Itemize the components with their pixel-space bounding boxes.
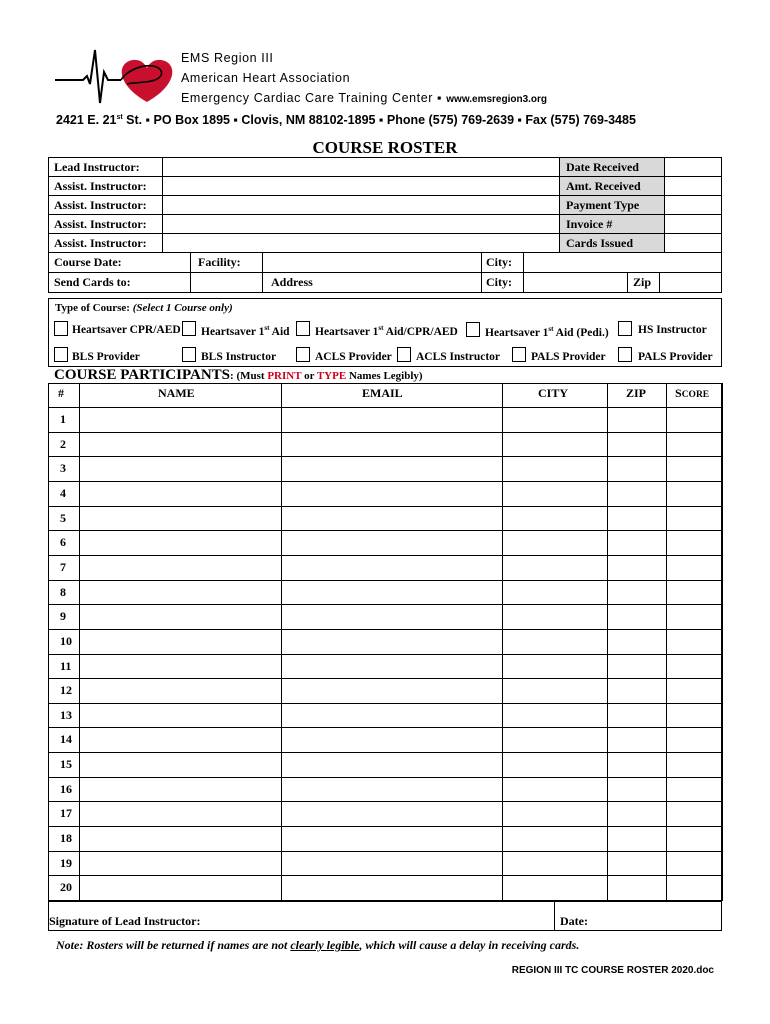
score-field[interactable] <box>666 604 723 630</box>
acls-provider-checkbox[interactable] <box>296 347 310 362</box>
send-city-field[interactable] <box>523 272 628 293</box>
header-line1: EMS Region III <box>181 51 274 65</box>
city-field[interactable] <box>502 654 608 679</box>
row-number: 20 <box>60 880 72 894</box>
col-header-cell-num <box>48 383 80 408</box>
email-field[interactable] <box>281 727 503 753</box>
score-field[interactable] <box>666 530 723 556</box>
bls-provider-checkbox[interactable] <box>54 347 68 362</box>
lead-instructor-label-cell: Lead Instructor: <box>48 157 163 177</box>
name-field[interactable] <box>79 580 282 605</box>
facility-field[interactable] <box>262 252 482 273</box>
row-number: 6 <box>60 535 66 549</box>
address-label: Address <box>271 275 313 289</box>
score-field[interactable] <box>666 654 723 679</box>
row-number-cell <box>48 432 80 457</box>
city-field[interactable] <box>502 506 608 531</box>
score-field[interactable] <box>666 826 723 852</box>
row-number-cell <box>48 407 80 433</box>
pals-provider-checkbox-2[interactable] <box>618 347 632 362</box>
score-field[interactable] <box>666 456 723 482</box>
course-date-field[interactable] <box>48 252 191 273</box>
name-field[interactable] <box>79 481 282 507</box>
row-number-cell <box>48 481 80 507</box>
email-field[interactable] <box>281 456 503 482</box>
cards-issued-label-cell: Cards Issued <box>559 233 665 253</box>
acls-provider-label: ACLS Provider <box>315 351 392 363</box>
col-header-cell-zip <box>607 383 667 408</box>
row-number: 5 <box>60 511 66 525</box>
zip-field[interactable] <box>607 506 667 531</box>
col-header-cell-city <box>502 383 608 408</box>
city-field[interactable] <box>502 432 608 457</box>
row-number: 9 <box>60 609 66 623</box>
name-field[interactable] <box>79 456 282 482</box>
course-city-field[interactable] <box>523 252 722 273</box>
email-field[interactable] <box>281 752 503 778</box>
assist-instructor-field-3[interactable] <box>162 214 560 234</box>
city-field[interactable] <box>502 481 608 507</box>
row-number: 1 <box>60 412 66 426</box>
row-number: 19 <box>60 856 72 870</box>
score-field[interactable] <box>666 727 723 753</box>
row-number: 10 <box>60 634 72 648</box>
col-header-cell-email <box>281 383 503 408</box>
score-field[interactable] <box>666 629 723 655</box>
heartsaver-first-aid-checkbox[interactable] <box>182 321 196 336</box>
header-line3: Emergency Cardiac Care Training Center ▪ www.emsregion3.org <box>181 91 548 105</box>
col-header-email: EMAIL <box>362 386 403 400</box>
row-number-cell <box>48 752 80 778</box>
assist-instructor-field-4[interactable] <box>162 233 560 253</box>
date-received-label-cell: Date Received <box>559 157 665 177</box>
zip-field[interactable] <box>607 629 667 655</box>
zip-field[interactable] <box>607 456 667 482</box>
invoice-label-cell: Invoice # <box>559 214 665 234</box>
row-number-cell <box>48 678 80 704</box>
city-field[interactable] <box>502 629 608 655</box>
row-number: 8 <box>60 585 66 599</box>
heartsaver-first-aid-label: Heartsaver 1st Aid <box>201 324 290 338</box>
heartsaver-first-aid-pedi-checkbox[interactable] <box>466 322 480 337</box>
email-field[interactable] <box>281 555 503 581</box>
name-field[interactable] <box>79 777 282 802</box>
city-label-cell: City: <box>481 252 524 273</box>
row-number: 11 <box>60 659 72 673</box>
city-field[interactable] <box>502 777 608 802</box>
score-field[interactable] <box>666 703 723 728</box>
name-field[interactable] <box>79 407 282 433</box>
city-field[interactable] <box>502 530 608 556</box>
score-field[interactable] <box>666 407 723 433</box>
signature-date-field[interactable] <box>554 901 722 931</box>
zip-field[interactable] <box>659 272 722 293</box>
zip-field[interactable] <box>607 678 667 704</box>
city-field[interactable] <box>502 875 608 901</box>
row-number: 15 <box>60 757 72 771</box>
row-number-cell <box>48 456 80 482</box>
name-field[interactable] <box>79 629 282 655</box>
row-number-cell <box>48 555 80 581</box>
name-field[interactable] <box>79 654 282 679</box>
city-field[interactable] <box>502 801 608 827</box>
zip-field[interactable] <box>607 875 667 901</box>
city-field[interactable] <box>502 456 608 482</box>
name-field[interactable] <box>79 851 282 876</box>
score-field[interactable] <box>666 481 723 507</box>
email-field[interactable] <box>281 604 503 630</box>
email-field[interactable] <box>281 580 503 605</box>
row-number-cell <box>48 654 80 679</box>
lead-instructor-field[interactable] <box>162 157 560 177</box>
email-field[interactable] <box>281 407 503 433</box>
email-field[interactable] <box>281 678 503 704</box>
assist-instructor-label-cell: Assist. Instructor: <box>48 214 163 234</box>
email-field[interactable] <box>281 703 503 728</box>
col-header-city: CITY <box>538 386 569 400</box>
bls-provider-label: BLS Provider <box>72 351 140 363</box>
assist-instructor-field-2[interactable] <box>162 195 560 215</box>
zip-field[interactable] <box>607 580 667 605</box>
email-field[interactable] <box>281 875 503 901</box>
row-number-cell <box>48 801 80 827</box>
row-number-cell <box>48 580 80 605</box>
row-number: 16 <box>60 782 72 796</box>
col-header-num: # <box>58 386 64 400</box>
city-field[interactable] <box>502 604 608 630</box>
score-field[interactable] <box>666 875 723 901</box>
score-field[interactable] <box>666 801 723 827</box>
email-field[interactable] <box>281 629 503 655</box>
payment-type-label-cell: Payment Type <box>559 195 665 215</box>
name-field[interactable] <box>79 506 282 531</box>
row-number: 2 <box>60 437 66 451</box>
email-field[interactable] <box>281 530 503 556</box>
zip-field[interactable] <box>607 851 667 876</box>
score-field[interactable] <box>666 678 723 704</box>
website-link[interactable]: www.emsregion3.org <box>446 94 548 105</box>
heart-ecg-icon <box>55 48 175 106</box>
acls-instructor-label: ACLS Instructor <box>416 351 501 363</box>
cards-issued-field[interactable] <box>664 233 722 253</box>
address-line: 2421 E. 21st St. ▪ PO Box 1895 ▪ Clovis, NM 88102-1895 ▪ Phone (575) 769-2639 ▪ Fax (575) 769-3485 <box>56 113 636 127</box>
zip-field[interactable] <box>607 777 667 802</box>
signature-label: Signature of Lead Instructor: <box>49 914 201 928</box>
header-text <box>181 48 547 110</box>
city-field[interactable] <box>502 752 608 778</box>
name-field[interactable] <box>79 432 282 457</box>
zip-field[interactable] <box>607 801 667 827</box>
signature-field[interactable] <box>48 901 555 931</box>
pals-provider-label-2: PALS Provider <box>638 351 713 363</box>
email-field[interactable] <box>281 506 503 531</box>
course-type-label: Type of Course: (Select 1 Course only) <box>55 302 233 314</box>
row-number-cell <box>48 629 80 655</box>
row-number-cell <box>48 604 80 630</box>
row-number: 12 <box>60 683 72 697</box>
row-number-cell <box>48 777 80 802</box>
email-field[interactable] <box>281 851 503 876</box>
city-field[interactable] <box>502 727 608 753</box>
col-header-zip: ZIP <box>626 386 647 400</box>
city-label-cell: City: <box>481 272 524 293</box>
name-field[interactable] <box>79 703 282 728</box>
row-number: 4 <box>60 486 66 500</box>
row-number-cell <box>48 530 80 556</box>
score-field[interactable] <box>666 555 723 581</box>
heartsaver-first-aid-cpr-aed-checkbox[interactable] <box>296 321 310 336</box>
email-field[interactable] <box>281 654 503 679</box>
pals-provider-label-1: PALS Provider <box>531 351 606 363</box>
name-field[interactable] <box>79 801 282 827</box>
email-field[interactable] <box>281 432 503 457</box>
send-cards-label-cell: Send Cards to: <box>48 272 191 293</box>
zip-field[interactable] <box>607 752 667 778</box>
header-line2: American Heart Association <box>181 71 351 85</box>
score-field[interactable] <box>666 851 723 876</box>
row-number-cell <box>48 851 80 876</box>
name-field[interactable] <box>79 604 282 630</box>
row-number-cell <box>48 506 80 531</box>
email-field[interactable] <box>281 777 503 802</box>
zip-field[interactable] <box>607 727 667 753</box>
assist-instructor-label-cell: Assist. Instructor: <box>48 233 163 253</box>
zip-field[interactable] <box>607 481 667 507</box>
assist-instructor-label-cell: Assist. Instructor: <box>48 195 163 215</box>
zip-field[interactable] <box>607 826 667 852</box>
invoice-field[interactable] <box>664 214 722 234</box>
zip-field[interactable] <box>607 654 667 679</box>
hs-instructor-checkbox[interactable] <box>618 321 632 336</box>
zip-field[interactable] <box>607 604 667 630</box>
score-field[interactable] <box>666 777 723 802</box>
row-number: 3 <box>60 461 66 475</box>
heartsaver-cpr-aed-checkbox[interactable] <box>54 321 68 336</box>
col-header-score: SCORE <box>675 386 710 400</box>
col-header-name: NAME <box>158 386 195 400</box>
assist-instructor-label-cell: Assist. Instructor: <box>48 176 163 196</box>
zip-field[interactable] <box>607 432 667 457</box>
zip-field[interactable] <box>607 555 667 581</box>
course-date-label: Course Date: <box>54 255 122 269</box>
row-number: 13 <box>60 708 72 722</box>
col-header-cell-name <box>79 383 282 408</box>
email-field[interactable] <box>281 826 503 852</box>
zip-label-cell: Zip <box>627 272 660 293</box>
city-field[interactable] <box>502 555 608 581</box>
amt-received-field[interactable] <box>664 176 722 196</box>
city-field[interactable] <box>502 407 608 433</box>
signature-date-label: Date: <box>560 914 588 928</box>
heartsaver-first-aid-pedi-label: Heartsaver 1st Aid (Pedi.) <box>485 325 609 339</box>
page-title: COURSE ROSTER <box>312 138 458 157</box>
pals-provider-checkbox-1[interactable] <box>512 347 526 362</box>
score-field[interactable] <box>666 506 723 531</box>
name-field[interactable] <box>79 752 282 778</box>
row-number-cell <box>48 727 80 753</box>
name-field[interactable] <box>79 875 282 901</box>
name-field[interactable] <box>79 826 282 852</box>
name-field[interactable] <box>79 678 282 704</box>
row-number: 7 <box>60 560 66 574</box>
heartsaver-cpr-aed-label: Heartsaver CPR/AED <box>72 324 181 336</box>
send-cards-field[interactable] <box>190 272 263 293</box>
participants-heading: COURSE PARTICIPANTS: (Must PRINT or TYPE Names Legibly) <box>54 367 423 383</box>
city-field[interactable] <box>502 678 608 704</box>
hs-instructor-label: HS Instructor <box>638 324 707 336</box>
email-field[interactable] <box>281 481 503 507</box>
legibility-note: Note: Rosters will be returned if names are not clearly legible, which will cause a delay in receiving cards. <box>56 938 580 952</box>
score-field[interactable] <box>666 752 723 778</box>
city-field[interactable] <box>502 580 608 605</box>
row-number-cell <box>48 875 80 901</box>
score-field[interactable] <box>666 432 723 457</box>
col-header-cell-score <box>666 383 723 408</box>
score-field[interactable] <box>666 580 723 605</box>
city-field[interactable] <box>502 703 608 728</box>
row-number-cell <box>48 826 80 852</box>
bls-instructor-label: BLS Instructor <box>201 351 277 363</box>
row-number: 17 <box>60 806 72 820</box>
name-field[interactable] <box>79 555 282 581</box>
email-field[interactable] <box>281 801 503 827</box>
name-field[interactable] <box>79 727 282 753</box>
payment-type-field[interactable] <box>664 195 722 215</box>
row-number: 14 <box>60 732 72 746</box>
zip-field[interactable] <box>607 530 667 556</box>
footer-filename: REGION III TC COURSE ROSTER 2020.doc <box>511 965 714 976</box>
facility-label-cell: Facility: <box>190 252 263 273</box>
name-field[interactable] <box>79 530 282 556</box>
row-number: 18 <box>60 831 72 845</box>
bls-instructor-checkbox[interactable] <box>182 347 196 362</box>
amt-received-label-cell: Amt. Received <box>559 176 665 196</box>
zip-field[interactable] <box>607 703 667 728</box>
city-field[interactable] <box>502 826 608 852</box>
acls-instructor-checkbox[interactable] <box>397 347 411 362</box>
date-received-field[interactable] <box>664 157 722 177</box>
row-number-cell <box>48 703 80 728</box>
city-field[interactable] <box>502 851 608 876</box>
zip-field[interactable] <box>607 407 667 433</box>
heartsaver-first-aid-cpr-aed-label: Heartsaver 1st Aid/CPR/AED <box>315 324 458 338</box>
assist-instructor-field-1[interactable] <box>162 176 560 196</box>
address-field[interactable] <box>262 272 482 293</box>
